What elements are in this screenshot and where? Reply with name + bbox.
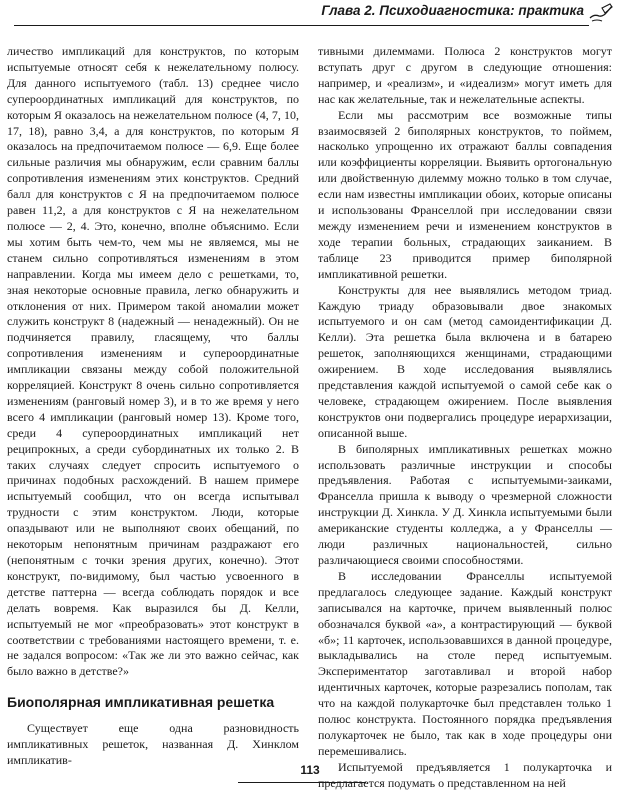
running-header <box>0 0 620 34</box>
right-column <box>318 44 612 792</box>
paragraph: Испытуемой предъявляется 1 полукарточка и предлагается подумать о представленном на ней <box>318 759 612 790</box>
paragraph: В исследовании Франселлы испытуемой предлагалось следующее задание. Каждый конструкт записывался на карточке, причем выявленный полюс обозначался буквой «а», а контрастирующий — буквой «б»; 11 карточек, использовавшихся в данной процедуре, выкладывались на столе перед испытуемым. Экспериментатор заготавливал и второй набор идентичных карточек, которые разрезались пополам, так что на каждой полукарточке был представлен только 1 полюс конструкта. Постоянного порядка предъявления полукарточек не было, так как в ходе процедуры они перемешивались. <box>318 568 612 758</box>
paragraph: Конструкты для нее выявлялись методом триад. Каждую триаду образовывали двое знакомых испытуемого и он сам (метод самоидентификации Д. Келли). Эта решетка была включена и в батарею решеток, заполняющихся женщинами, страдающими ожирением. В ходе исследования выявлялись представления каждой испытуемой о самой себе как о человеке, страдающем ожирением. После выявления конструктов они подвергались процедуре иерархизации, описанной выше. <box>318 282 612 440</box>
paragraph: В биполярных импликативных решетках можно использовать различные инструкции и способы предъявления. Работая с испытуемыми-заиками, Франселла пришла к выводу о чрезмерной сложности инструкции Д. Хинкла. У Д. Хинкла испытуемыми были американские студенты колледжа, а у Франселлы — люди различных национальностей, сильно различающиеся своими способностями. <box>318 441 612 567</box>
left-column <box>7 44 299 769</box>
header-rule <box>14 25 589 26</box>
paragraph: личество импликаций для конструктов, по которым испытуемые относят себя к нежелательному полюсу. Для данного испытуемого (табл. 13) среднее число супероординатных импликаций для конструктов, по которым Я оказалось на нежелательном полюсе (4, 7, 10, 17, 18), равно 3,4, а для конструктов, по которым Я оказалось на предпочитаемом полюсе — 6,9. Еще более сильные различия мы обнаружим, если сравним баллы сопротивления изменениям этих конструктов. Средний балл для конструктов с Я на предпочитаемом полюсе равен 11,2, а для конструктов с Я на нежелательном полюсе — 2, 4. Это, конечно, вполне объяснимо. Если мы хотим быть чем-то, чем мы не являемся, мы не станем сильно сопротивляться изменениям в этом направлении. Когда мы имеем дело с решетками, то, зная некоторые основные правила, легко обнаружить и отклонения от них. Примером такой аномалии может служить конструкт 8 (надежный — ненадежный). Он не подчиняется правилу, гласящему, что баллы сопротивления изменениям и супероординатные импликации связаны между собой положительной корреляцией. Конструкт 8 очень сильно сопротивляется изменениям (ранговый номер 3), и в то же время у него всего 4 импликации (ранговый номер 13). Кроме того, среди 4 супероординатных импликаций нет реципрокных, а среди субординатных их только 2. В таких случаях следует спросить испытуемого о причинах подобных расхождений. В нашем примере испытуемый сообщил, что он всегда испытывал трудности с этим конструктом. Люди, которые опаздывают или не выполняют своих обещаний, по некоторым непонятным причинам раздражают его (непонятным с точки зрения других, конечно). Этот конструкт, по-видимому, был частью усвоенного в детстве паттерна — всегда соблюдать порядок и все делать вовремя. Как выразился бы Д. Келли, испытуемый не мог «преобразовать» этот конструкт в соответствии с требованиями настоящего времени, т. е. не задался вопросом: «Так же ли это важно сейчас, как было важно в детстве?» <box>7 44 299 679</box>
paragraph: Если мы рассмотрим все возможные типы взаимосвязей 2 биполярных конструктов, то поймем, насколько упрощенно их отражают баллы совпадения или коэффициенты корреляции. Выявить ортогональную или двойственную дилемму можно только в том случае, если нам известны импликации обоих, которые описаны и использованы Франселлой при исследовании связи между изменением речи и изменением конструктов в ходе терапии больных, страдающих заиканием. В таблице 23 приводится пример биполярной импликативной решетки. <box>318 107 612 281</box>
paragraph: Существует еще одна разновидность импликативных решеток, названная Д. Хинклом импликатив- <box>7 721 299 768</box>
paragraph: тивными дилеммами. Полюса 2 конструктов могут вступать друг с другом в следующие отношения: например, и «реализм», и «идеализм» могут иметь для нас как желательные, так и нежелательные аспекты. <box>318 44 612 106</box>
footer-rule <box>238 782 366 783</box>
section-heading: Биополярная импликативная решетка <box>7 694 275 711</box>
page-footer <box>0 760 620 795</box>
hand-writing-icon <box>588 2 614 24</box>
page-number: 113 <box>300 763 320 777</box>
chapter-title: Глава 2. Психодиагностика: практика <box>321 3 584 18</box>
